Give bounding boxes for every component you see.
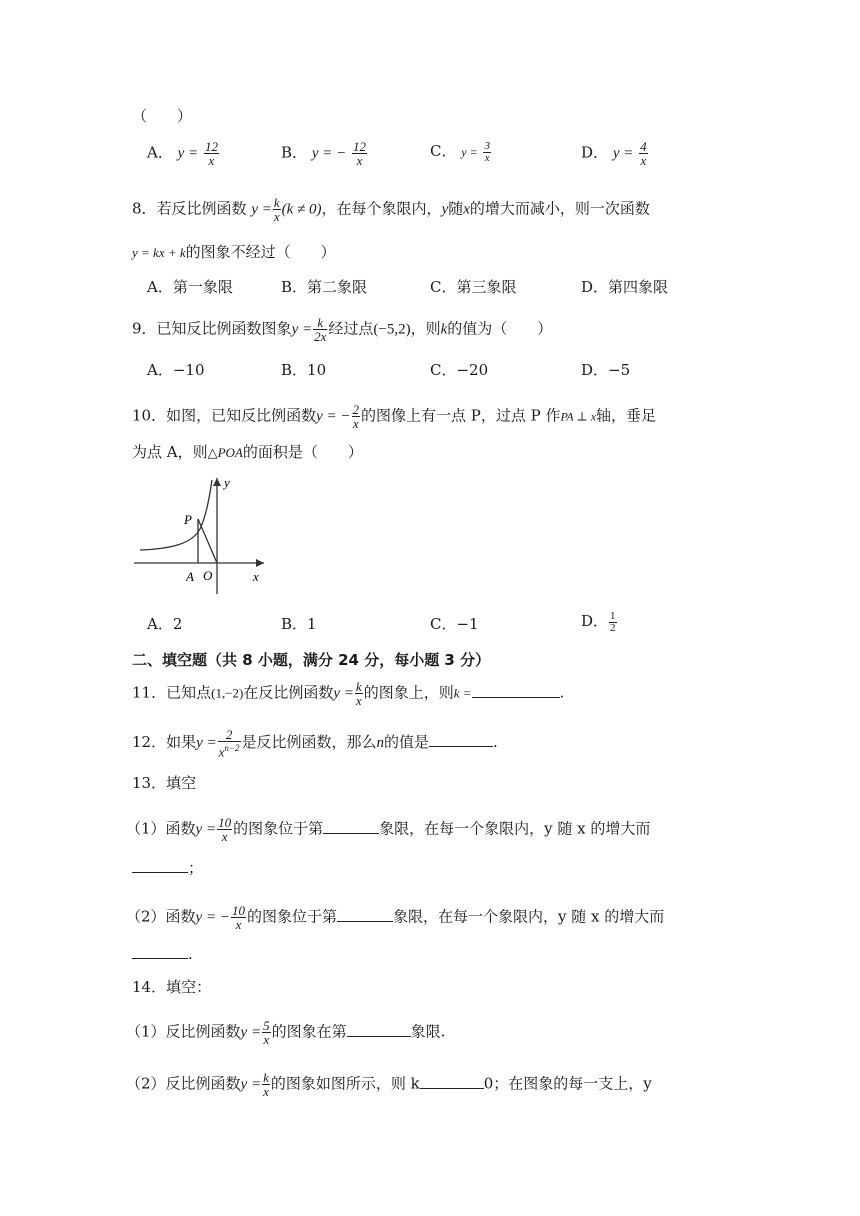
stem-text: ；: [188, 859, 204, 877]
answer-blank[interactable]: [472, 683, 560, 698]
hyperbola-branch: [140, 480, 212, 550]
formula-prefix: y =: [612, 145, 634, 162]
stem-text: 的图象不经过（ ）: [185, 243, 336, 261]
q13-part2: [126, 904, 664, 931]
segment-po: [198, 519, 217, 563]
question-number: 13．: [132, 774, 167, 792]
point-coords: (−5,2): [373, 321, 411, 338]
exponent: n−2: [224, 743, 240, 753]
question-number: 14．: [132, 978, 167, 996]
q9-stem: [132, 316, 552, 343]
stem-text: 若反比例函数: [156, 199, 247, 218]
fraction: $\frac{k}{x}$: [355, 679, 362, 708]
fraction: $\frac{3}{x}$: [484, 139, 490, 164]
fraction: $\frac{10}{x}$: [218, 815, 232, 844]
var-y: y: [441, 201, 449, 218]
q7-option-d: [581, 140, 649, 167]
question-number: 8．: [132, 199, 157, 218]
stem-text: ，在每个象限内，: [321, 199, 442, 218]
x-axis-arrow: [256, 559, 264, 567]
fraction: $\frac{10}{x}$: [231, 903, 245, 932]
stem-text: 的图象在第: [271, 1022, 347, 1041]
q8-option-b: B．第二象限: [281, 278, 368, 296]
label-p: P: [184, 512, 192, 527]
stem-text: 经过点: [328, 319, 374, 338]
var-n: n: [376, 735, 385, 752]
q10-graph: [130, 474, 270, 598]
option-label: B．: [281, 143, 308, 162]
stem-text: 是反比例函数，那么: [241, 733, 377, 752]
q7-option-b: [281, 140, 368, 167]
label-x: x: [253, 569, 259, 584]
stem-text: 如果: [166, 733, 197, 752]
var-x: x: [463, 201, 470, 218]
stem-text: 的增大而减小，则一次函数: [469, 199, 650, 218]
question-number: 11．: [132, 683, 167, 702]
fraction: $\frac{k}{x}$: [273, 195, 280, 224]
q14-part2: [126, 1071, 652, 1098]
q13-part1: [126, 816, 650, 843]
answer-blank[interactable]: [347, 1022, 411, 1037]
q12-stem: [132, 728, 498, 758]
stem-text: 象限.: [410, 1022, 446, 1041]
question-number: 10．: [132, 406, 167, 425]
stem-text: 的值为（ ）: [447, 319, 553, 338]
label-a: A: [186, 569, 194, 584]
var-k: k: [440, 321, 448, 338]
q9-option-b: B．10: [281, 361, 327, 379]
stem-text: .: [188, 945, 193, 963]
point-coords: (1,−2): [211, 685, 244, 701]
stem-text: 填空：: [166, 978, 212, 996]
var-k: k =: [453, 685, 472, 701]
stem-text: .: [493, 733, 498, 752]
stem-text: （1）函数: [126, 819, 196, 838]
formula-prefix: y =: [251, 201, 272, 218]
q9-option-c: C．−20: [430, 361, 489, 379]
answer-blank[interactable]: [323, 819, 379, 834]
stem-text: 的图象上，则: [363, 683, 454, 702]
fraction: $\frac{k}{x}$: [263, 1070, 269, 1099]
stem-text: 的图象位于第: [246, 907, 337, 926]
fraction: $\frac{k}{2x}$: [314, 315, 327, 344]
stem-text: 如图，已知反比例函数: [166, 406, 317, 425]
stem-text: 的图象如图所示，则 k: [270, 1074, 420, 1093]
formula-prefix: y =: [177, 145, 199, 162]
stem-text: （1）反比例函数: [126, 1022, 241, 1041]
stem-text: 为点 A，则: [132, 443, 208, 461]
section-heading: 二、填空题（共 8 小题，满分 24 分，每小题 3 分）: [132, 651, 491, 669]
formula-prefix: y =: [461, 145, 478, 159]
fraction: $\frac{2}{x}$: [352, 402, 360, 431]
answer-blank[interactable]: [420, 1074, 484, 1089]
formula-prefix: y =: [240, 1024, 262, 1041]
q8-option-d: D．第四象限: [581, 278, 669, 296]
triangle-label: △POA: [207, 445, 243, 460]
formula-prefix: y =: [195, 821, 217, 838]
formula-prefix: y = −: [195, 909, 230, 926]
stem-text: 象限，在每一个象限内，y 随 x 的增大而: [392, 907, 665, 926]
q10-stem-line2: [132, 442, 363, 463]
stem-text: （2）函数: [126, 907, 196, 926]
q10-option-d: [581, 610, 618, 634]
stem-text: 填空: [166, 774, 197, 792]
q10-option-c: C．−1: [430, 615, 479, 633]
stem-text: （2）反比例函数: [126, 1074, 241, 1093]
option-label: A．: [147, 143, 173, 162]
q8-option-a: A．第一象限: [147, 278, 233, 296]
label-o: O: [203, 568, 213, 583]
stem-text: .: [559, 683, 565, 702]
condition: (k ≠ 0): [281, 201, 322, 218]
fraction: $\frac{2}{x^{n-2}}$: [218, 727, 240, 760]
option-label: C．: [430, 142, 457, 160]
stem-text: 已知反比例函数图象: [156, 319, 292, 338]
stem-text: 随: [448, 199, 464, 218]
formula-prefix: y =: [333, 685, 354, 702]
linear-formula: y = kx + k: [132, 245, 186, 260]
perp-formula: PA ⊥ x: [560, 409, 597, 424]
formula-prefix: y = −: [311, 145, 347, 162]
q7-option-c: [430, 140, 492, 164]
q8-stem: [132, 196, 650, 223]
q9-option-a: A．−10: [147, 361, 205, 379]
q7-paren: （ ）: [132, 107, 193, 125]
answer-blank[interactable]: [429, 732, 493, 747]
y-axis-arrow: [213, 478, 221, 486]
stem-text: ，则: [410, 319, 441, 338]
option-label: D．: [581, 143, 609, 162]
q8-stem-line2: [132, 242, 336, 263]
q10-option-b: B．1: [281, 615, 317, 633]
stem-text: 的面积是（ ）: [242, 443, 363, 461]
stem-text: 0；在图象的每一支上，y: [483, 1074, 652, 1093]
stem-text: 轴，垂足: [596, 406, 657, 425]
q11-stem: [132, 680, 564, 707]
formula-prefix: y = −: [316, 408, 351, 425]
q13-part2-line2: [132, 944, 193, 964]
fraction: $\frac{4}{x}$: [640, 139, 647, 168]
q14-part1: [126, 1019, 445, 1046]
stem-text: 象限，在每一个象限内，y 随 x 的增大而: [379, 819, 651, 838]
fraction: $\frac{1}{2}$: [610, 609, 616, 634]
label-y: y: [224, 475, 230, 490]
stem-text: 的图像上有一点 P，过点 P 作: [361, 406, 561, 425]
q13-part1-line2: [132, 858, 203, 878]
formula-prefix: y =: [291, 321, 313, 338]
q13-title: [132, 773, 196, 793]
question-number: 9．: [132, 319, 157, 338]
option-label: D．: [581, 612, 609, 630]
stem-text: 已知点: [166, 683, 212, 702]
stem-text: 的图象位于第: [233, 819, 324, 838]
q8-option-c: C．第三象限: [430, 278, 517, 296]
fraction: $\frac{12}{x}$: [353, 139, 366, 168]
q7-option-a: [147, 140, 220, 167]
q10-stem: [132, 403, 656, 430]
stem-text: 的值是: [384, 733, 430, 752]
answer-blank[interactable]: [132, 944, 188, 959]
q10-option-a: A．2: [147, 615, 183, 633]
formula-prefix: y =: [196, 735, 217, 752]
answer-blank[interactable]: [337, 907, 393, 922]
question-number: 12．: [132, 733, 167, 752]
formula-prefix: y =: [240, 1076, 262, 1093]
stem-text: 在反比例函数: [243, 683, 334, 702]
q14-title: [132, 977, 211, 997]
fraction: $\frac{12}{x}$: [204, 139, 218, 168]
fraction: $\frac{5}{x}$: [263, 1018, 270, 1047]
q9-option-d: D．−5: [581, 361, 631, 379]
answer-blank[interactable]: [132, 858, 188, 873]
